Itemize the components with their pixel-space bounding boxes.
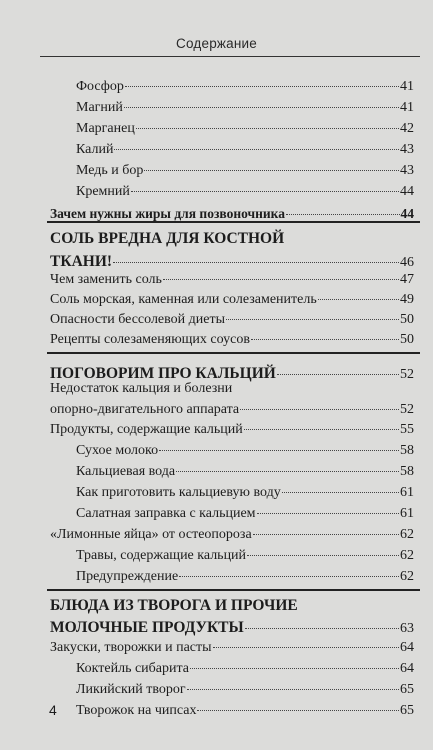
chapter-title-line: ПОГОВОРИМ ПРО КАЛЬЦИЙ xyxy=(50,364,276,382)
leader-dots xyxy=(286,200,400,215)
toc-entry-page: 44 xyxy=(400,205,414,221)
toc-entry-title: Травы, содержащие кальций xyxy=(76,548,247,563)
toc-entry-manganese[interactable] xyxy=(76,117,414,137)
toc-entry-lycian-curd[interactable] xyxy=(76,678,414,698)
toc-entry-page: 41 xyxy=(400,79,414,94)
toc-entry-title: Опасности бессолевой диеты xyxy=(50,312,225,327)
toc-entry-title: «Лимонные яйца» от остеопороза xyxy=(50,527,252,542)
toc-entry-make-calcium-water[interactable] xyxy=(76,481,414,501)
toc-entry-title: Кальциевая вода xyxy=(76,464,176,479)
toc-entry-page: 50 xyxy=(400,312,414,327)
toc-entry-title: Марганец xyxy=(76,121,135,136)
running-header: Содержание xyxy=(176,36,257,51)
leader-dots xyxy=(197,696,399,711)
toc-entry-dry-milk[interactable] xyxy=(76,439,414,459)
leader-dots xyxy=(318,285,399,300)
toc-entry-page: 41 xyxy=(400,100,414,115)
toc-entry-title: Чем заменить соль xyxy=(50,272,162,287)
leader-dots xyxy=(113,246,399,263)
toc-entry-page: 65 xyxy=(400,703,414,718)
leader-dots xyxy=(190,654,399,669)
page-number: 4 xyxy=(49,702,57,718)
toc-entry-page: 58 xyxy=(400,464,414,479)
leader-dots xyxy=(114,135,399,150)
leader-dots xyxy=(244,415,399,430)
chapter-title-line[interactable]: СОЛЬ ВРЕДНА ДЛЯ КОСТНОЙ xyxy=(50,230,285,247)
toc-entry-title: Закуски, творожки и пасты xyxy=(50,640,212,655)
toc-entry-page: 58 xyxy=(400,443,414,458)
leader-dots xyxy=(245,612,399,629)
toc-entry-sauce-recipes[interactable] xyxy=(50,328,414,348)
leader-dots xyxy=(159,436,399,451)
toc-entry-cocktail[interactable] xyxy=(76,657,414,677)
toc-entry-copper-boron[interactable] xyxy=(76,159,414,179)
leader-dots xyxy=(179,562,399,577)
toc-entry-page: 50 xyxy=(400,332,414,347)
leader-dots xyxy=(125,72,399,87)
toc-entry-title: Творожок на чипсах xyxy=(76,703,197,718)
leader-dots xyxy=(187,675,399,690)
toc-entry-page: 44 xyxy=(400,184,414,199)
leader-dots xyxy=(257,499,399,514)
chapter-page: 46 xyxy=(400,254,414,270)
leader-dots xyxy=(240,395,399,410)
toc-entry-title: Коктейль сибарита xyxy=(76,661,189,676)
leader-dots xyxy=(251,325,399,340)
leader-dots xyxy=(144,156,399,171)
toc-entry-page: 47 xyxy=(400,272,414,287)
toc-entry-lemon-eggs[interactable] xyxy=(50,523,414,543)
toc-entry-page: 62 xyxy=(400,569,414,584)
toc-entry-title: Медь и бор xyxy=(76,163,144,178)
chapter-rule xyxy=(47,352,420,354)
toc-entry-title: Как приготовить кальциевую воду xyxy=(76,485,281,500)
leader-dots xyxy=(131,177,399,192)
toc-entry-title: Сухое молоко xyxy=(76,443,159,458)
leader-dots xyxy=(277,358,399,375)
toc-entry-curd-chips[interactable] xyxy=(76,699,414,719)
toc-entry-silicon[interactable] xyxy=(76,180,414,200)
leader-dots xyxy=(163,265,399,280)
toc-entry-page: 64 xyxy=(400,661,414,676)
leader-dots xyxy=(247,541,399,556)
leader-dots xyxy=(213,633,399,648)
toc-entry-title: Рецепты солезаменяющих соусов xyxy=(50,332,250,347)
leader-dots xyxy=(253,520,399,535)
toc-entry-title: Калий xyxy=(76,142,114,157)
toc-entry-page: 61 xyxy=(400,485,414,500)
toc-entry-warning[interactable] xyxy=(76,565,414,585)
toc-entry-page: 62 xyxy=(400,527,414,542)
toc-entry-fats[interactable] xyxy=(50,203,414,222)
toc-entry-title: опорно-двигательного аппарата xyxy=(50,402,240,417)
toc-entry-page: 55 xyxy=(400,422,414,437)
toc-entry-page: 52 xyxy=(400,402,414,417)
toc-entry-title: Салатная заправка с кальцием xyxy=(76,506,256,521)
leader-dots xyxy=(176,457,399,472)
toc-entry-snacks[interactable] xyxy=(50,636,414,656)
toc-entry-potassium[interactable] xyxy=(76,138,414,158)
chapter-title-line: ТКАНИ! xyxy=(50,252,113,270)
toc-entry-page: 62 xyxy=(400,548,414,563)
toc-entry-title: Кремний xyxy=(76,184,130,199)
chapter-rule xyxy=(47,221,420,223)
toc-entry-page: 61 xyxy=(400,506,414,521)
toc-entry-page: 43 xyxy=(400,142,414,157)
toc-entry-page: 43 xyxy=(400,163,414,178)
toc-entry-calcium-products[interactable] xyxy=(50,418,414,438)
toc-entry-title: Продукты, содержащие кальций xyxy=(50,422,243,437)
toc-entry-title: Соль морская, каменная или солезаменитель xyxy=(50,292,317,307)
toc-entry-title: Предупреждение xyxy=(76,569,179,584)
toc-entry-page: 42 xyxy=(400,121,414,136)
chapter-page: 63 xyxy=(400,620,414,636)
leader-dots xyxy=(226,305,399,320)
toc-entry-herbs[interactable] xyxy=(76,544,414,564)
toc-entry-title: Зачем нужны жиры для позвоночника xyxy=(50,205,285,221)
toc-entry-phosphorus[interactable] xyxy=(76,75,414,95)
toc-entry-calcium-water[interactable] xyxy=(76,460,414,480)
leader-dots xyxy=(124,93,399,108)
leader-dots xyxy=(136,114,399,129)
chapter-page: 52 xyxy=(400,366,414,382)
toc-entry-title: Ликийский творог xyxy=(76,682,186,697)
chapter-title-line: МОЛОЧНЫЕ ПРОДУКТЫ xyxy=(50,618,244,636)
toc-entry-page: 65 xyxy=(400,682,414,697)
chapter-title-line[interactable]: БЛЮДА ИЗ ТВОРОГА И ПРОЧИЕ xyxy=(50,597,298,614)
chapter-rule xyxy=(47,589,420,591)
toc-entry-magnesium[interactable] xyxy=(76,96,414,116)
toc-entry-title: Магний xyxy=(76,100,123,115)
toc-entry-page: 49 xyxy=(400,292,414,307)
toc-entry-salad-dressing[interactable] xyxy=(76,502,414,522)
toc-entry-calcium-deficiency-line1[interactable]: Недостаток кальция и болезни xyxy=(50,381,233,396)
toc-entry-page: 64 xyxy=(400,640,414,655)
toc-entry-title: Фосфор xyxy=(76,79,124,94)
leader-dots xyxy=(282,478,399,493)
